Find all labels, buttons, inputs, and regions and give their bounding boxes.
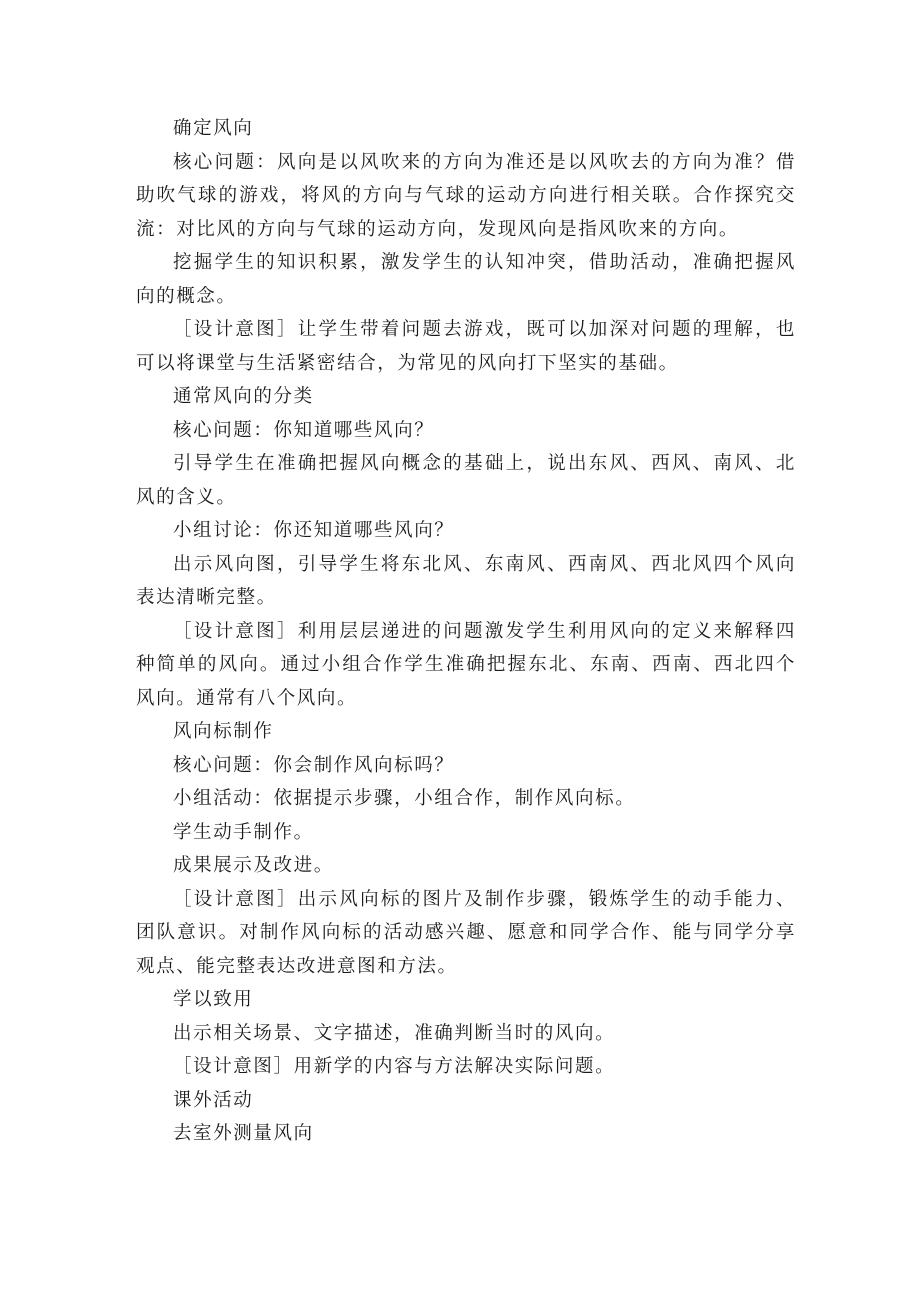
paragraph-design-intent-3: ［设计意图］出示风向标的图片及制作步骤，锻炼学生的动手能力、团队意识。对制作风向标的活动感兴趣、愿意和同学合作、能与同学分享观点、能完整表达改进意图和方法。 [136, 888, 796, 977]
paragraph-design-intent-2: ［设计意图］利用层层递进的问题激发学生利用风向的定义来解释四种简单的风向。通过小组合作学生准确把握东北、东南、西南、西北四个风向。通常有八个风向。 [136, 620, 796, 709]
paragraph-group-discussion: 小组讨论：你还知道哪些风向？ [173, 520, 455, 541]
paragraph-design-intent-1: ［设计意图］让学生带着问题去游戏，既可以加深对问题的理解，也可以将课堂与生活紧密结合，为常见的风向打下坚实的基础。 [136, 319, 796, 374]
paragraph-measure-outdoors: 去室外测量风向 [173, 1123, 314, 1144]
paragraph-core-question-2: 核心问题：你知道哪些风向？ [173, 419, 435, 441]
paragraph-group-activity: 小组活动：依据提示步骤，小组合作，制作风向标。 [173, 788, 636, 809]
section-heading-wind-vane: 风向标制作 [173, 721, 274, 742]
paragraph-show-wind-map: 出示风向图，引导学生将东北风、东南风、西南风、西北风四个风向表达清晰完整。 [136, 553, 796, 608]
paragraph-guide-students: 引导学生在准确把握风向概念的基础上，说出东风、西风、南风、北风的含义。 [136, 453, 796, 508]
section-heading-determine-wind-direction: 确定风向 [173, 118, 254, 139]
paragraph-core-question-1: 核心问题：风向是以风吹来的方向为准还是以风吹去的方向为准？借助吹气球的游戏，将风的方向与气球的运动方向进行相关联。合作探究交流：对比风的方向与气球的运动方向，发现风向是指风吹来的方向。 [136, 151, 796, 240]
document-body [136, 112, 796, 1151]
paragraph-show-scenes: 出示相关场景、文字描述，准确判断当时的风向。 [173, 1022, 616, 1044]
section-heading-wind-classification: 通常风向的分类 [173, 386, 314, 407]
paragraph-knowledge: 挖掘学生的知识积累，激发学生的认知冲突，借助活动，准确把握风向的概念。 [136, 252, 796, 307]
paragraph-show-results: 成果展示及改进。 [173, 855, 334, 876]
section-heading-outdoor-activity: 课外活动 [173, 1089, 254, 1111]
paragraph-core-question-3: 核心问题：你会制作风向标吗？ [173, 754, 455, 776]
paragraph-design-intent-4: ［设计意图］用新学的内容与方法解决实际问题。 [173, 1056, 616, 1077]
section-heading-apply-learning: 学以致用 [173, 989, 254, 1010]
paragraph-hands-on: 学生动手制作。 [173, 821, 314, 843]
